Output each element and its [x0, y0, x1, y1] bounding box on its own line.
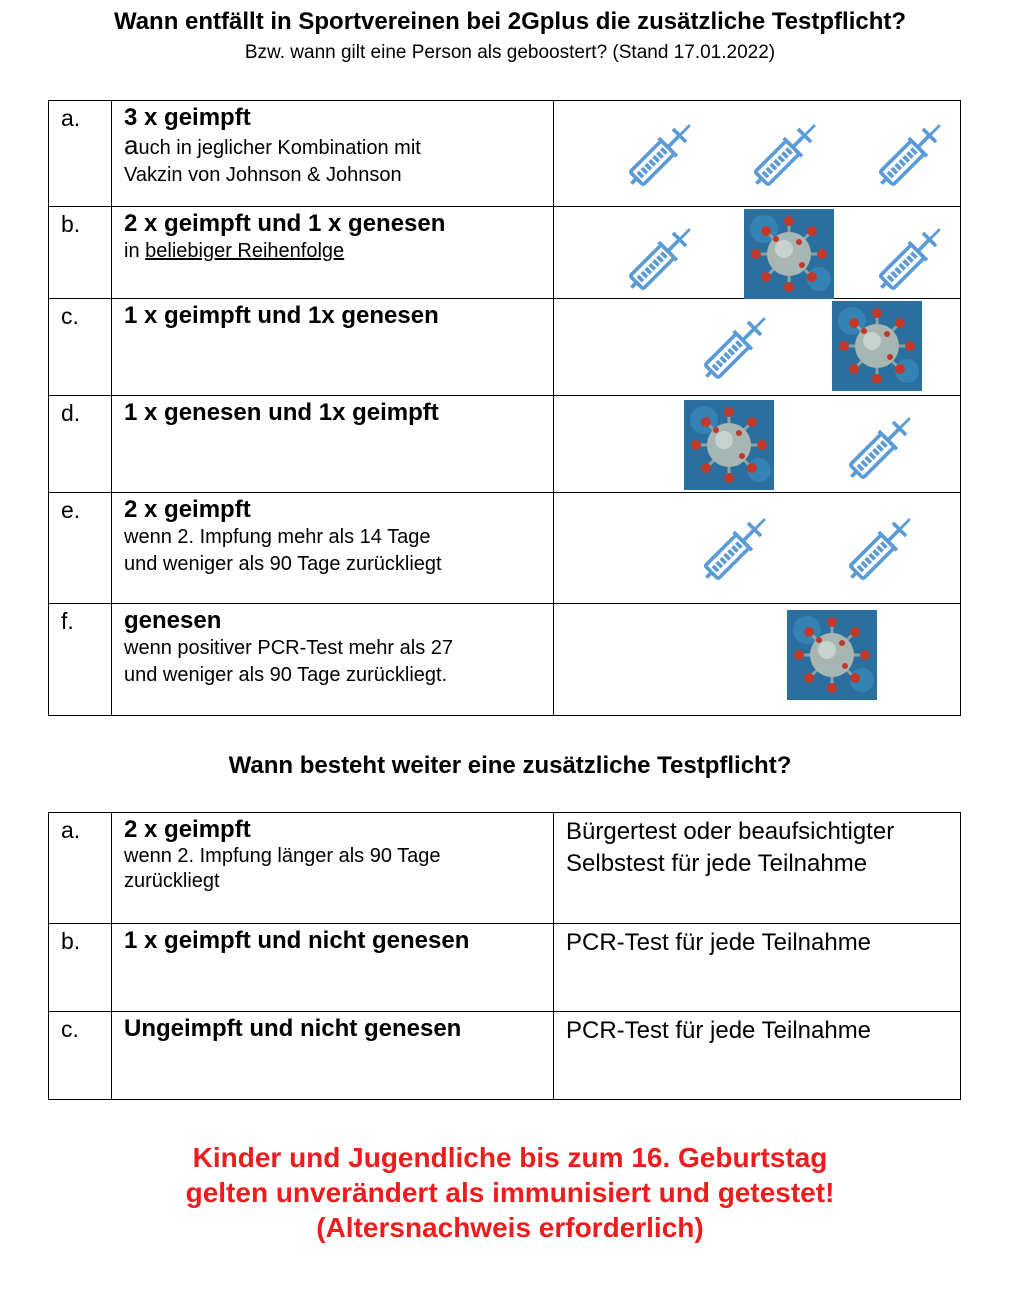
body-text: wenn 2. Impfung mehr als 14 Tage	[124, 526, 431, 548]
syringe-icon	[614, 213, 706, 305]
syringe-icon	[614, 109, 706, 201]
virus-icon	[744, 209, 834, 299]
page-title: Wann entfällt in Sportvereinen bei 2Gplus die zusätzliche Testpflicht?	[113, 8, 907, 35]
row-description	[112, 1012, 554, 1100]
table-row	[49, 101, 961, 207]
icon-cell	[554, 101, 961, 207]
section-title: Wann besteht weiter eine zusätzliche Testpflicht?	[228, 752, 792, 779]
row-heading: genesen	[124, 607, 222, 634]
test-requirement-table	[48, 812, 961, 1100]
row-heading: 3 x geimpft	[124, 104, 251, 131]
body-text: wenn 2. Impfung länger als 90 Tage	[124, 845, 441, 867]
row-letter: c.	[49, 1012, 112, 1100]
row-heading: 2 x geimpft und 1 x genesen	[124, 210, 446, 237]
row-letter: d.	[49, 396, 112, 493]
table-row	[49, 924, 961, 1012]
syringe-icon	[834, 503, 926, 595]
body-text: uch in jeglicher Kombination mit	[138, 137, 421, 159]
icon-cell	[554, 604, 961, 716]
table-row	[49, 207, 961, 299]
syringe-icon	[689, 302, 781, 394]
boosted-table	[48, 100, 961, 716]
row-heading: 1 x genesen und 1x geimpft	[124, 399, 439, 426]
row-letter: e.	[49, 493, 112, 604]
row-letter: f.	[49, 604, 112, 716]
result-text: Selbstest für jede Teilnahme	[566, 850, 868, 877]
virus-icon	[684, 400, 774, 490]
syringe-icon	[739, 109, 831, 201]
row-heading: 2 x geimpft	[124, 816, 251, 843]
page-subtitle: Bzw. wann gilt eine Person als geboostert? (Stand 17.01.2022)	[244, 42, 776, 63]
row-description	[112, 207, 554, 299]
row-heading: 2 x geimpft	[124, 496, 251, 523]
syringe-icon	[864, 213, 956, 305]
row-letter: c.	[49, 299, 112, 396]
icon-cell	[554, 299, 961, 396]
result-cell	[554, 924, 961, 1012]
table-row	[49, 299, 961, 396]
row-description	[112, 396, 554, 493]
row-letter: a.	[49, 101, 112, 207]
note-line: gelten unverändert als immunisiert und getestet!	[185, 1177, 835, 1208]
row-description	[112, 299, 554, 396]
syringe-icon	[689, 503, 781, 595]
row-heading: Ungeimpft und nicht genesen	[124, 1015, 462, 1042]
virus-icon	[832, 301, 922, 391]
row-heading: 1 x geimpft und 1x genesen	[124, 302, 439, 329]
result-text: PCR-Test für jede Teilnahme	[566, 1017, 872, 1044]
note-line: Kinder und Jugendliche bis zum 16. Geburtstag	[192, 1142, 828, 1173]
table-row	[49, 813, 961, 924]
icon-cell	[554, 396, 961, 493]
body-text: in	[124, 240, 146, 262]
table-row	[49, 1012, 961, 1100]
icon-cell	[554, 207, 961, 299]
result-text: Bürgertest oder beaufsichtigter	[566, 818, 895, 845]
body-text: zurückliegt	[124, 870, 220, 892]
note-line: (Altersnachweis erforderlich)	[316, 1212, 704, 1243]
body-text: und weniger als 90 Tage zurückliegt	[124, 553, 442, 575]
row-description	[112, 493, 554, 604]
body-text: und weniger als 90 Tage zurückliegt.	[124, 664, 448, 686]
table-row	[49, 396, 961, 493]
icon-cell	[554, 493, 961, 604]
table-row	[49, 493, 961, 604]
syringe-icon	[834, 402, 926, 494]
row-letter: a.	[49, 813, 112, 924]
row-letter: b.	[49, 924, 112, 1012]
children-note	[0, 1140, 1020, 1245]
row-heading: 1 x geimpft und nicht genesen	[124, 927, 470, 954]
body-initial: a	[124, 130, 139, 160]
row-description	[112, 101, 554, 207]
virus-icon	[787, 610, 877, 700]
syringe-icon	[864, 109, 956, 201]
row-letter: b.	[49, 207, 112, 299]
result-cell	[554, 1012, 961, 1100]
body-text: Vakzin von Johnson & Johnson	[124, 164, 402, 186]
body-underlined: beliebiger Reihenfolge	[145, 240, 345, 262]
table-row	[49, 604, 961, 716]
body-text: wenn positiver PCR-Test mehr als 27	[124, 637, 454, 659]
row-description	[112, 604, 554, 716]
row-description	[112, 813, 554, 924]
result-cell	[554, 813, 961, 924]
result-text: PCR-Test für jede Teilnahme	[566, 929, 872, 956]
row-description	[112, 924, 554, 1012]
